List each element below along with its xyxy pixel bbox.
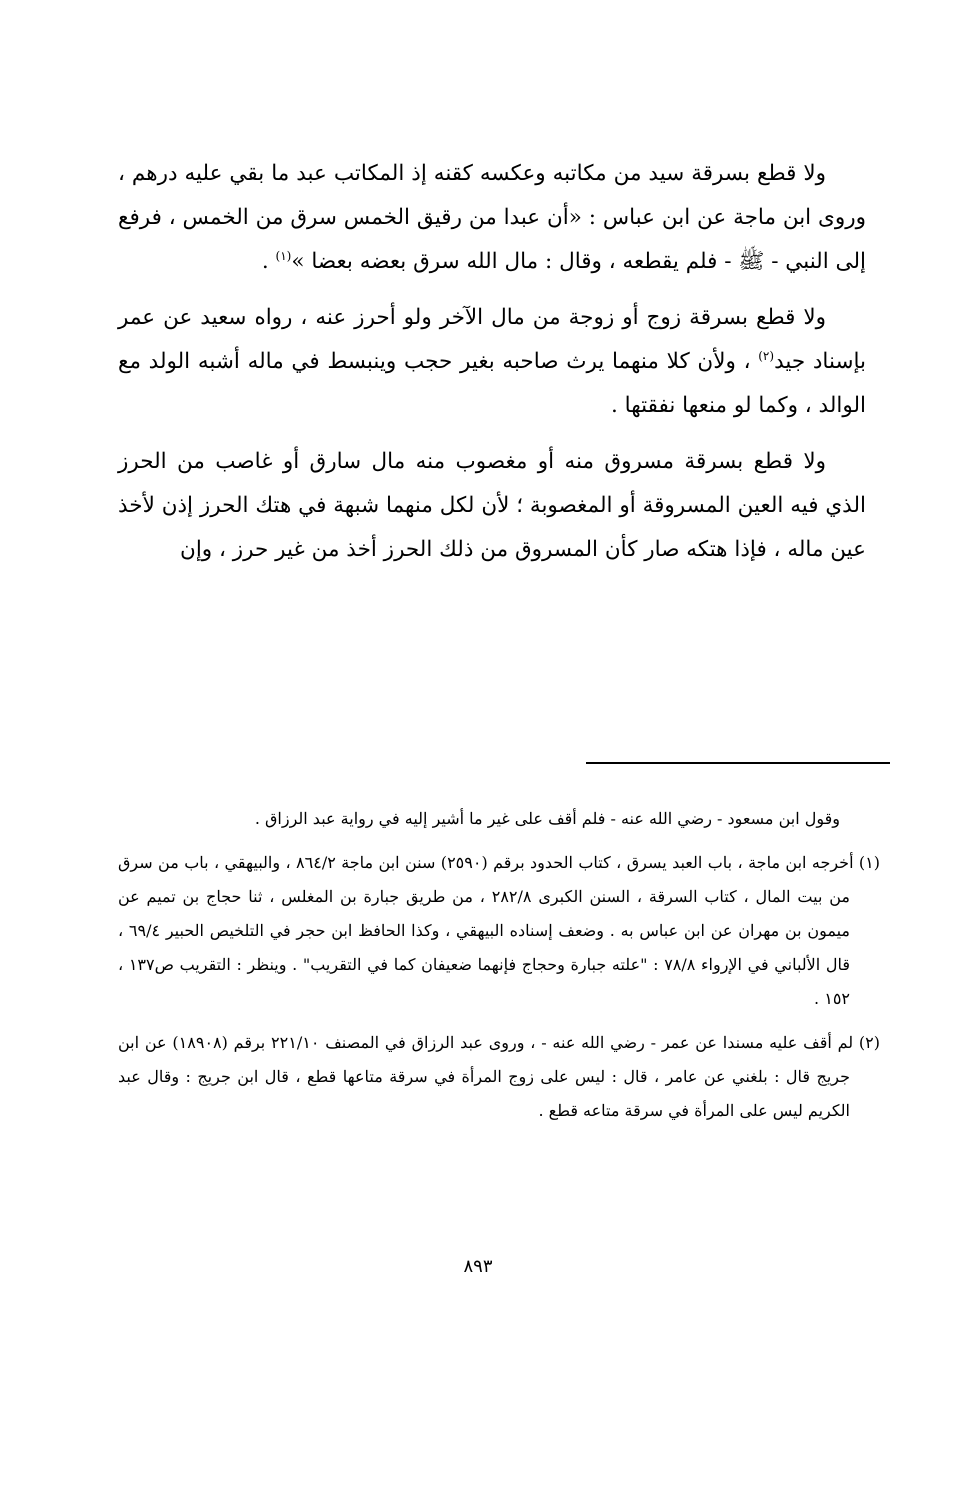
footnote-ref-1: (١) xyxy=(275,248,292,263)
paragraph-1 xyxy=(118,152,866,284)
footnote-2: (٢) لم أقف عليه مسندا عن عمر - رضي الله عنه - ، وروى عبد الرزاق في المصنف ٢٢١/١٠ برقم (١٨٩٠٨) عن ابن جريج قال : بلغني عن عامر ، قال : ليس على زوج المرأة في سرقة متاعها قطع ، قال ابن جريج : وقال عبد الكريم ليس على المرأة في سرقة متاعه قطع . xyxy=(118,1033,881,1120)
page-number: ٨٩٣ xyxy=(463,1256,493,1277)
main-text xyxy=(118,152,866,584)
paragraph-2-text: ولا قطع بسرقة زوج أو زوجة من مال الآخر ولو أحرز عنه ، رواه سعيد عن عمر بإسناد جيد xyxy=(118,305,867,374)
paragraph-1-text: ولا قطع بسرقة سيد من مكاتبه وعكسه كقنه إذ المكاتب عبد ما بقي عليه درهم ، وروى ابن ماجة عن ابن عباس : «أن عبدا من رقيق الخمس سرق من الخمس ، فرفع إلى النبي - ﷺ - فلم يقطعه ، وقال : مال الله سرق بعضه بعضا » xyxy=(118,161,866,274)
footnote-divider xyxy=(586,762,890,764)
footnote-continued: وقول ابن مسعود - رضي الله عنه - فلم أقف على غير ما أشير إليه في رواية عبد الرزاق . xyxy=(254,809,840,828)
footnotes xyxy=(118,802,880,1138)
paragraph-2 xyxy=(118,296,866,428)
footnote-ref-2: (٢) xyxy=(758,348,775,363)
footnote-1: (١) أخرجه ابن ماجة ، باب العبد يسرق ، كتاب الحدود برقم (٢٥٩٠) سنن ابن ماجة ٨٦٤/٢ ، والبيهقي ، باب من سرق من بيت المال ، كتاب السرقة ، السنن الكبرى ٢٨٢/٨ ، من طريق جبارة بن المغلس ، ثنا حجاج بن تميم عن ميمون بن مهران عن ابن عباس به . وضعف إسناده البيهقي ، وكذا الحافظ ابن حجر في التلخيص الحبير ٦٩/٤ ، قال الألباني في الإرواء ٧٨/٨ : "علته جبارة وحجاج فإنهما ضعيفان كما في التقريب" . وينظر : التقريب ص١٣٧ ، ١٥٢ . xyxy=(118,853,881,1008)
paragraph-2-end: ، ولأن كلا منهما يرث صاحبه بغير حجب وينبسط في ماله أشبه الولد مع الوالد ، وكما لو منعها نفقتها . xyxy=(118,349,866,418)
paragraph-3: ولا قطع بسرقة مسروق منه أو مغصوب منه مال سارق أو غاصب من الحرز الذي فيه العين المسروقة أو المغصوبة ؛ لأن لكل منهما شبهة في هتك الحرز إذن لأخذ عين ماله ، فإذا هتكه صار كأن المسروق من ذلك الحرز أخذ من غير حرز ، وإن xyxy=(118,449,866,562)
paragraph-1-end: . xyxy=(261,249,276,274)
